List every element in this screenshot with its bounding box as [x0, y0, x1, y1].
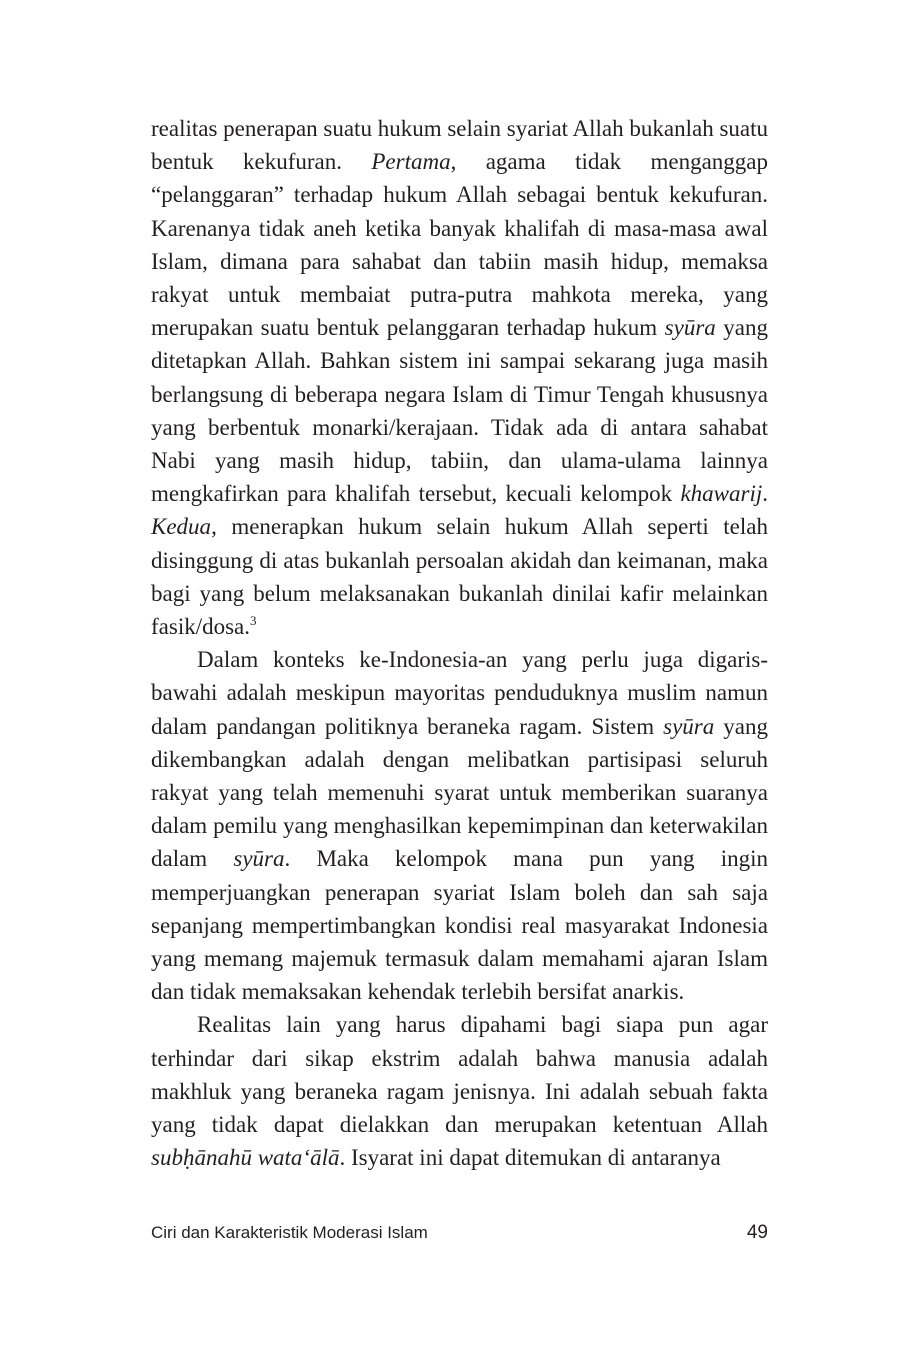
text-run: , menerapkan hukum selain hukum Allah seperti telah disinggung di atas bukanlah persoalan akidah dan keimanan, maka bagi yang belum melaksanakan bukanlah dinilai kafir melainkan fasik/dosa. [151, 514, 768, 640]
text-run: . Maka kelompok mana pun yang ingin memperjuangkan penerapan syariat Islam boleh dan sah saja sepanjang mempertimbangkan kondisi real masyarakat Indonesia yang memang majemuk termasuk dalam memahami ajaran Islam dan tidak memaksakan kehendak terlebih bersifat anarkis. [151, 846, 769, 1005]
paragraph-1 [151, 112, 768, 643]
text-run: . Isyarat ini dapat ditemukan di antaranya [339, 1145, 721, 1171]
italic-term: syūra [233, 846, 285, 872]
page-footer [151, 1222, 768, 1244]
page-number: 49 [746, 1222, 768, 1243]
text-run: Realitas lain yang harus dipahami bagi siapa pun agar terhindar dari sikap ekstrim adalah bahwa manusia adalah makhluk yang beraneka ragam jenisnya. Ini adalah sebuah fakta yang tidak dapat dielakkan dan merupakan ketentuan Allah [151, 1012, 768, 1138]
text-run: yang ditetapkan Allah. Bahkan sistem ini sampai sekarang juga masih berlangsung di beberapa negara Islam di Timur Tengah khususnya yang berbentuk monarki/kerajaan. Tidak ada di antara sahabat Nabi yang masih hidup, tabiin, dan ulama-ulama lainnya mengkafirkan para khalifah tersebut, kecuali kelompok [151, 315, 768, 507]
text-run: , agama tidak menganggap “pelanggaran” terhadap hukum Allah sebagai bentuk kekufuran. Karenanya tidak aneh ketika banyak khalifah di masa-masa awal Islam, dimana para sahabat dan tabiin masih hidup, memaksa rakyat untuk membaiat putra-putra mahkota mereka, yang merupakan suatu bentuk pelanggaran terhadap hukum [151, 149, 768, 341]
text-run: realitas penerapan suatu hukum selain syariat Allah bukanlah suatu bentuk kekufuran. [151, 116, 768, 175]
italic-term: Kedua [151, 514, 212, 540]
italic-term: Pertama [371, 149, 451, 175]
italic-term: syūra [663, 713, 715, 739]
body-text [151, 112, 768, 1175]
paragraph-3 [151, 1008, 768, 1174]
italic-term: khawarij [680, 481, 763, 507]
running-title: Ciri dan Karakteristik Moderasi Islam [151, 1223, 428, 1242]
italic-term: subḥānahū wata‘ālā [151, 1145, 340, 1171]
footnote-ref: 3 [250, 613, 257, 629]
text-run: Dalam konteks ke-Indonesia-an yang perlu juga digarisbawahi adalah meskipun mayoritas penduduknya muslim namun dalam pandangan politiknya beraneka ragam. Sistem [151, 647, 768, 739]
paragraph-2 [151, 643, 768, 1008]
italic-term: syūra [664, 315, 716, 341]
text-run: yang dikembangkan adalah dengan melibatkan partisipasi seluruh rakyat yang telah memenuhi syarat untuk memberikan suaranya dalam pemilu yang menghasilkan kepemimpinan dan keterwakilan dalam [151, 713, 768, 872]
text-run: . [762, 481, 768, 507]
